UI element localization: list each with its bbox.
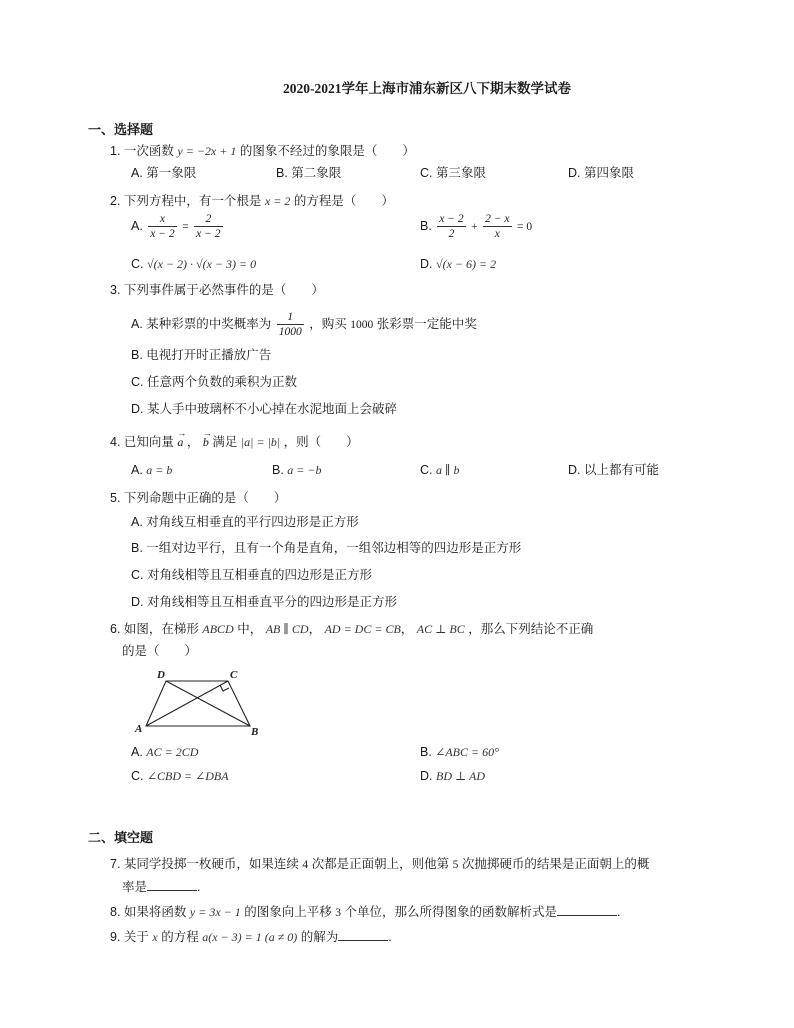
q6-option-c[interactable]: [131, 768, 229, 784]
question-1-stem: [110, 143, 415, 159]
q1-option-c[interactable]: C. 第三象限: [420, 166, 486, 180]
q4-condition: |a| = |b|: [240, 435, 281, 449]
q9-post: 的解为: [300, 930, 339, 944]
q6-d-expr: BD ⊥ AD: [435, 769, 486, 783]
question-7-line2: [122, 878, 201, 895]
q8-n: 3: [335, 907, 341, 919]
q4-b-label: B.: [272, 463, 284, 477]
q3-option-a[interactable]: [131, 304, 477, 345]
q3-option-d[interactable]: D. 某人手中玻璃杯不小心掉在水泥地面上会破碎: [131, 402, 397, 416]
q6-cond2: AD = DC = CB: [324, 622, 401, 636]
question-4-stem: [110, 434, 359, 450]
q4-option-d[interactable]: D. 以上都有可能: [568, 463, 659, 477]
q4-option-b[interactable]: [272, 462, 322, 478]
question-7-line1: [110, 856, 649, 873]
q9-var: x: [152, 930, 158, 944]
q6-option-a[interactable]: [131, 744, 198, 760]
q6-stem-mid1: 中，: [237, 622, 263, 636]
vertex-label-d: D: [157, 669, 165, 681]
q1-option-d[interactable]: D. 第四象限: [568, 166, 634, 180]
q2-option-d[interactable]: [420, 256, 496, 272]
question-2-stem: [110, 193, 394, 209]
section-heading-fill: 二、填空题: [88, 830, 154, 845]
q7-n1: 4: [302, 859, 309, 871]
diagonal-ac: [146, 681, 228, 726]
q4-c-label: C.: [420, 463, 433, 477]
q7-line2: 率是: [122, 880, 148, 894]
q2-a-frac2: $\frac{2}{x - 2}$: [196, 213, 221, 240]
q2-stem-pre: 2. 下列方程中，有一个根是: [110, 194, 262, 208]
q3-option-b[interactable]: B. 电视打开时正播放广告: [131, 348, 272, 362]
q8-post: 个单位，那么所得图象的函数解析式是: [344, 905, 557, 919]
q8-pre: 8. 如果将函数: [110, 905, 187, 919]
q1-option-b[interactable]: B. 第二象限: [276, 166, 342, 180]
q3-a-mid: ，购买: [309, 317, 347, 331]
q4-stem-mid: 满足: [212, 435, 238, 449]
q1-stem-pre: 1. 一次函数: [110, 144, 174, 158]
q2-b-label: B.: [420, 218, 432, 233]
q6-c-label: C.: [131, 769, 144, 783]
question-8: [110, 903, 620, 921]
q6-option-b[interactable]: [420, 744, 499, 760]
q4-option-a[interactable]: [131, 462, 172, 478]
q2-b-op: +: [471, 220, 478, 233]
q9-end: .: [388, 930, 392, 944]
q8-mid: 的图象向上平移: [244, 905, 332, 919]
q3-a-val: 1000: [350, 319, 374, 331]
q2-b-frac2: $\frac{2 - x}{x}$: [485, 213, 510, 240]
trapezoid-outline: [146, 681, 250, 726]
q6-stem-line2: 的是（ ）: [122, 644, 198, 658]
q5-option-d[interactable]: D. 对角线相等且互相垂直平分的四边形是正方形: [131, 595, 397, 609]
page-title: 2020-2021学年上海市浦东新区八下期末数学试卷: [283, 81, 571, 96]
q9-pre: 9. 关于: [110, 930, 149, 944]
q5-option-c[interactable]: C. 对角线相等且互相垂直的四边形是正方形: [131, 568, 372, 582]
q2-stem-post: 的方程是（ ）: [293, 194, 394, 208]
q2-option-a[interactable]: [131, 212, 225, 241]
q2-a-label: A.: [131, 218, 143, 233]
q8-expr: y = 3x − 1: [189, 905, 241, 919]
q7-line1-pre: 7. 某同学投掷一枚硬币，如果连续: [110, 857, 299, 871]
q2-b-frac1: $\frac{x - 2}{2}$: [439, 213, 464, 240]
q6-d-label: D.: [420, 769, 433, 783]
q2-b-tail: = 0: [517, 220, 533, 233]
q2-option-c[interactable]: [131, 256, 256, 272]
q6-cond3: AC ⊥ BC: [416, 622, 465, 636]
q6-option-d[interactable]: [420, 768, 485, 784]
q6-stem-post: ，那么下列结论不正确: [468, 622, 594, 636]
right-angle-mark: [220, 685, 229, 691]
q7-end: .: [197, 880, 201, 894]
q1-stem-post: 的图象不经过的象限是（ ）: [239, 144, 415, 158]
q4-option-c[interactable]: [420, 462, 460, 478]
q4-stem-post: ，则（ ）: [283, 435, 359, 449]
q3-a-frac: $\frac{1}{1000}$: [278, 311, 302, 339]
question-5-stem: 5. 下列命题中正确的是（ ）: [110, 491, 287, 505]
vector-b: → b: [203, 434, 209, 450]
vertex-label-a: A: [135, 723, 143, 735]
q4-stem-pre: 4. 已知向量: [110, 435, 174, 449]
q4-sep: ，: [186, 435, 200, 449]
diagonal-bd: [166, 681, 250, 726]
question-6-stem: 6. 如图，在梯形 ABCD 中， AB ∥ CD， AD = DC = CB， AC ⊥ BC ，那么下列结论不正确: [110, 622, 594, 636]
q4-c-expr: a ∥ b: [435, 463, 460, 477]
q8-answer-blank[interactable]: [557, 903, 617, 916]
trapezoid-figure: [130, 668, 270, 740]
q6-cond1: AB ∥ CD: [265, 622, 309, 636]
q6-a-label: A.: [131, 745, 143, 759]
q1-option-a[interactable]: A. 第一象限: [131, 166, 197, 180]
q4-b-expr: a = −b: [287, 463, 322, 477]
q6-stem-pre: 6. 如图，在梯形: [110, 622, 199, 636]
q6-trap: ABCD: [202, 622, 234, 636]
q3-a-post: 张彩票一定能中奖: [376, 317, 477, 331]
q2-d-expr: √(x − 6) = 2: [435, 257, 497, 271]
q2-d-label: D.: [420, 257, 433, 271]
vertex-label-b: B: [251, 726, 259, 738]
vector-a: → a: [177, 434, 183, 450]
q1-expr: y = −2x + 1: [177, 144, 237, 158]
q6-b-expr: ∠ABC = 60°: [435, 745, 499, 759]
q8-end: .: [616, 905, 621, 919]
q7-line1-post: 次抛掷硬币的结果是正面朝上的概: [461, 857, 650, 871]
q4-a-label: A.: [131, 463, 143, 477]
q3-option-c[interactable]: C. 任意两个负数的乘积为正数: [131, 375, 297, 389]
vertex-label-c: C: [230, 669, 238, 681]
q2-a-frac1: $\frac{x}{x - 2}$: [150, 213, 175, 240]
q6-a-expr: AC = 2CD: [146, 745, 199, 759]
q7-n2: 5: [452, 859, 459, 871]
q2-c-expr: √(x − 2) · √(x − 3) = 0: [146, 257, 257, 271]
q2-a-op: =: [182, 220, 189, 233]
q6-c-expr: ∠CBD = ∠DBA: [146, 769, 229, 783]
q2-option-b[interactable]: [420, 212, 532, 241]
q5-option-a[interactable]: A. 对角线互相垂直的平行四边形是正方形: [131, 515, 359, 529]
q9-expr: a(x − 3) = 1 (a ≠ 0): [202, 930, 298, 944]
q7-line1-mid: 次都是正面朝上，则他第: [311, 857, 450, 871]
q2-c-label: C.: [131, 257, 144, 271]
q6-b-label: B.: [420, 745, 432, 759]
q7-answer-blank[interactable]: [147, 878, 197, 891]
q4-a-expr: a = b: [146, 463, 173, 477]
question-3-stem: 3. 下列事件属于必然事件的是（ ）: [110, 283, 324, 297]
q9-mid: 的方程: [161, 930, 199, 944]
question-9: [110, 928, 392, 945]
q3-a-pre: A. 某种彩票的中奖概率为: [131, 317, 272, 331]
q9-answer-blank[interactable]: [338, 928, 388, 941]
q5-option-b[interactable]: B. 一组对边平行，且有一个角是直角，一组邻边相等的四边形是正方形: [131, 541, 522, 555]
section-heading-choice: 一、选择题: [88, 122, 154, 137]
q2-expr: x = 2: [264, 194, 291, 208]
